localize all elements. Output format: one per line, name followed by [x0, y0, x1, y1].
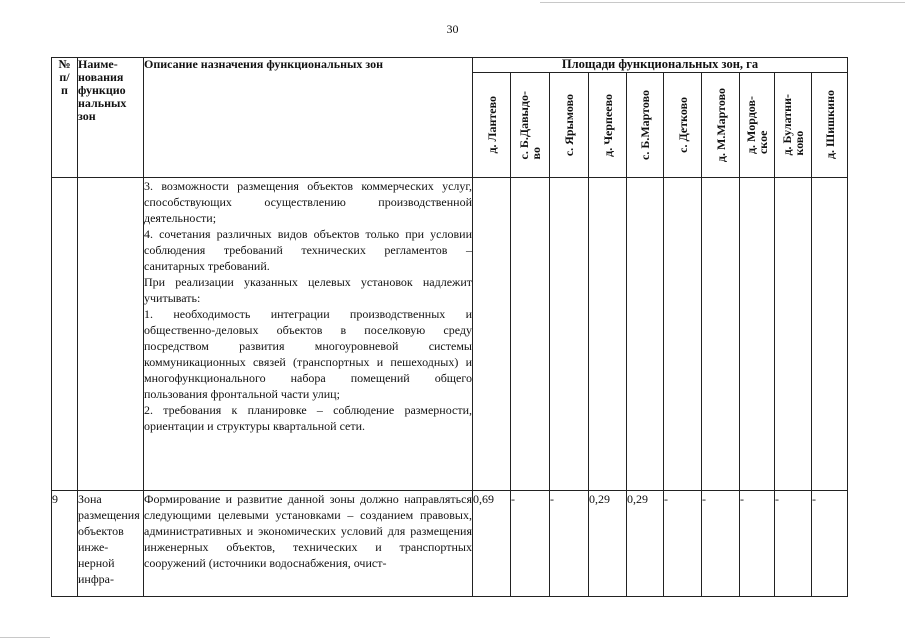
value-cell: 0,69	[473, 491, 511, 597]
desc-paragraph: 1. необходимость интеграции производственных и общественно-деловых объектов в поселковую среду посредством развития многоуровневой системы коммуникационных связей (транспортных и пешеходных) и многофункционального набора помещений общего пользования фронтальной части улиц;	[144, 307, 472, 401]
value-cell: -	[740, 491, 775, 597]
value-cell: 0,29	[627, 491, 664, 597]
header-village-6: с. Детково	[664, 73, 702, 178]
value-cell: -	[775, 491, 812, 597]
value-cell	[812, 178, 848, 491]
row-num	[52, 178, 78, 491]
header-areas-group: Площади функциональных зон, га	[473, 58, 848, 73]
header-village-1: д. Лантево	[473, 73, 511, 178]
table-row	[52, 491, 848, 597]
header-village-4: д. Черпеево	[589, 73, 627, 178]
table-row	[52, 178, 848, 491]
header-description: Описание назначения функциональных зон	[144, 58, 473, 178]
value-cell: -	[812, 491, 848, 597]
value-cell: -	[664, 491, 702, 597]
header-village-9: д. Булатни- ково	[775, 73, 812, 178]
value-cell	[664, 178, 702, 491]
value-cell	[702, 178, 740, 491]
row-zone-name: Зона размещения объектов инже-нерной инфра-	[78, 491, 144, 597]
header-village-7: д. М.Мартово	[702, 73, 740, 178]
header-village-8: д. Мордов- ское	[740, 73, 775, 178]
value-cell	[589, 178, 627, 491]
desc-paragraph: 4. сочетания различных видов объектов только при условии соблюдения требований технических регламентов – санитарных требований.	[144, 227, 472, 273]
header-village-10: д. Шишкино	[812, 73, 848, 178]
desc-paragraph: Формирование и развитие данной зоны должно направляться следующими целевыми установками – созданием правовых, административных и экономических условий для размещения инженерных объектов, технических и транспортных сооружений (источники водоснабжения, очист-	[144, 492, 472, 570]
row-num: 9	[52, 491, 78, 597]
value-cell	[473, 178, 511, 491]
value-cell	[775, 178, 812, 491]
row-description	[144, 178, 473, 491]
header-village-3: с. Ярымово	[550, 73, 589, 178]
value-cell: 0,29	[589, 491, 627, 597]
value-cell	[511, 178, 550, 491]
header-village-5: с. Б.Мартово	[627, 73, 664, 178]
value-cell	[740, 178, 775, 491]
header-zone-name: Наиме- нования функцио нальных зон	[78, 58, 144, 178]
desc-paragraph: 2. требования к планировке – соблюдение размерности, ориентации и структуры квартальной сети.	[144, 403, 472, 433]
functional-zones-table	[51, 57, 848, 597]
row-description	[144, 491, 473, 597]
value-cell: -	[550, 491, 589, 597]
header-village-2: с. Б.Давыдо- во	[511, 73, 550, 178]
desc-paragraph: При реализации указанных целевых установок надлежит учитывать:	[144, 275, 472, 305]
value-cell: -	[702, 491, 740, 597]
value-cell	[550, 178, 589, 491]
value-cell	[627, 178, 664, 491]
header-num: № п/ п	[52, 58, 78, 178]
desc-paragraph: 3. возможности размещения объектов коммерческих услуг, способствующих осуществлению производственной деятельности;	[144, 179, 472, 225]
value-cell: -	[511, 491, 550, 597]
row-zone-name	[78, 178, 144, 491]
page-number: 30	[446, 22, 459, 36]
